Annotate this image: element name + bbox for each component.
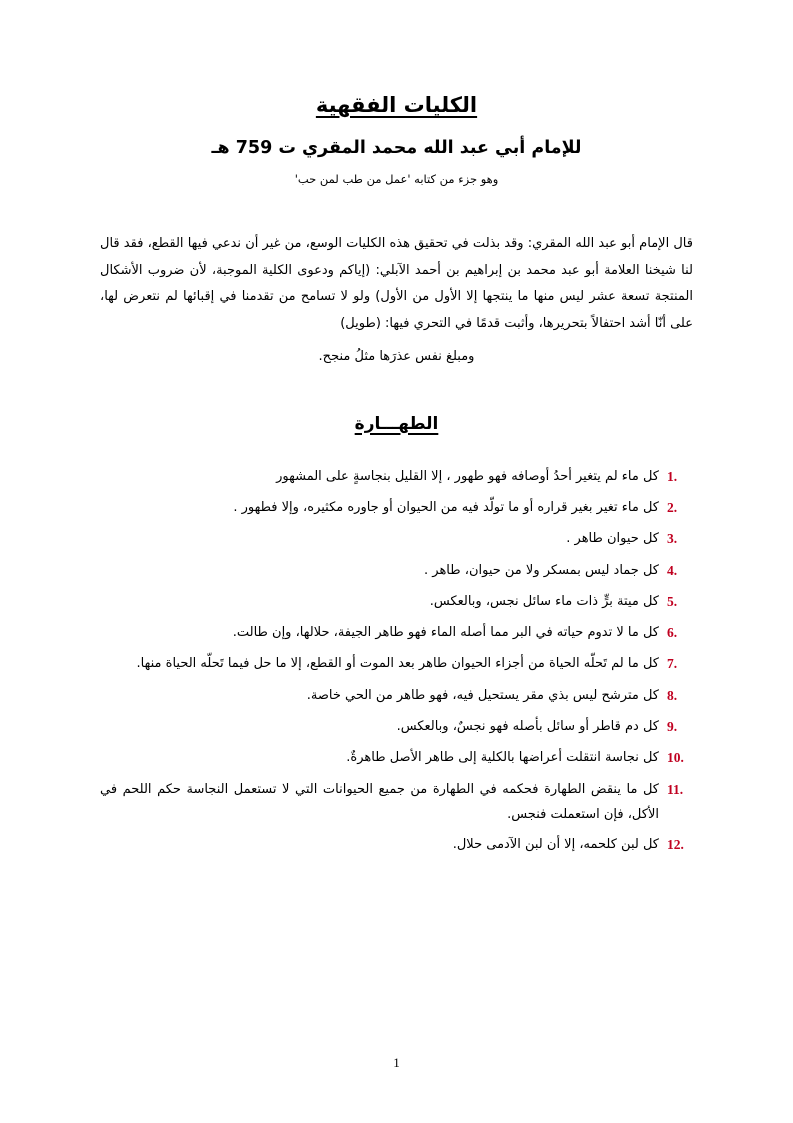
intro-verse: ومبلغ نفس عذرَها مثلُ منجح. bbox=[318, 348, 475, 364]
rule-item bbox=[100, 558, 693, 584]
rule-text: كل ما ينقض الطهارة فحكمه في الطهارة من جميع الحيوانات التي لا تستعمل النجاسة حكم اللحم في الأكل، فإن استعملت فنجس. bbox=[100, 781, 659, 823]
rule-item bbox=[100, 777, 693, 828]
page-number: 1 bbox=[393, 1055, 400, 1070]
rule-number: 1. bbox=[667, 468, 678, 484]
rule-item bbox=[100, 683, 693, 709]
rules-list bbox=[100, 464, 693, 859]
document-content bbox=[100, 92, 693, 864]
rule-item bbox=[100, 651, 693, 677]
rule-number: 4. bbox=[667, 562, 678, 578]
rule-text: كل نجاسة انتقلت أعراضها بالكلية إلى طاهر الأصل طاهرةٌ. bbox=[346, 750, 659, 766]
rule-text: كل حيوان طاهر . bbox=[566, 531, 659, 547]
rule-text: كل جماد ليس بمسكر ولا من حيوان، طاهر . bbox=[424, 562, 659, 578]
rule-text: كل مترشح ليس بذي مقر يستحيل فيه، فهو طاهر من الحي خاصة. bbox=[306, 687, 659, 703]
rule-number: 6. bbox=[667, 625, 678, 641]
intro-paragraph: قال الإمام أبو عبد الله المقري: وقد بذلت في تحقيق هذه الكليات الوسع، من غير أن ندعي فيها القطع، فقد قال لنا شيخنا العلامة أبو عبد محمد بن إبراهيم بن أحمد الآبلي: (إياكم ودعوى الكلية الموجبة، لأن ضروب الأشكال المنتجة تسعة عشر ليس منها ما ينتجها إلا الأول من الأول) ولو لا تسامح من تقدمنا في إقبائها لم نتعرض لها، على أنّا أشد احتفالاً بتحريرها، وأثبت قدمًا في التحري فيها: (طويل) bbox=[100, 236, 693, 331]
rule-number: 5. bbox=[667, 593, 678, 609]
rule-number: 12. bbox=[667, 837, 684, 853]
rule-item bbox=[100, 714, 693, 740]
document-subtitle: للإمام أبي عبد الله محمد المقري ت 759 هـ bbox=[211, 138, 582, 159]
document-source-note: وهو جزء من كتابه 'عمل من طب لمن حب' bbox=[294, 171, 499, 186]
rule-text: كل ما لم تَحلّه الحياة من أجزاء الحيوان طاهر بعد الموت أو القطع، إلا ما حل فيما تَحلّه الحياة منها. bbox=[136, 656, 659, 672]
rule-item bbox=[100, 589, 693, 615]
document-title bbox=[100, 92, 693, 119]
section-heading-text: الطهـــارة bbox=[354, 413, 439, 434]
rule-item bbox=[100, 464, 693, 490]
rule-item bbox=[100, 832, 693, 858]
rule-number: 3. bbox=[667, 531, 678, 547]
rule-number: 7. bbox=[667, 656, 678, 672]
rule-item bbox=[100, 526, 693, 552]
rule-text: كل لبن كلحمه، إلا أن لبن الآدمى حلال. bbox=[452, 837, 659, 853]
rule-text: كل ميتة برٍّ ذات ماء سائل نجس، وبالعكس. bbox=[429, 593, 659, 609]
rule-number: 9. bbox=[667, 719, 678, 735]
rule-item bbox=[100, 620, 693, 646]
rule-text: كل ماء لم يتغير أحدُ أوصافه فهو طهور ، إلا القليل بنجاسةٍ على المشهور bbox=[276, 468, 659, 484]
rule-text: كل ماء تغير بغير قراره أو ما تولّد فيه من الحيوان أو جاوره مكثيره، وإلا فطهور . bbox=[233, 499, 659, 515]
rule-text: كل دم قاطر أو سائل بأصله فهو نجسٌ، وبالعكس. bbox=[396, 719, 659, 735]
rule-item bbox=[100, 495, 693, 521]
rule-number: 8. bbox=[667, 687, 678, 703]
rule-number: 10. bbox=[667, 750, 684, 766]
rule-text: كل ما لا تدوم حياته في البر مما أصله الماء فهو طاهر الجيفة، حلالها، وإن طالت. bbox=[232, 625, 659, 641]
rule-number: 2. bbox=[667, 499, 678, 515]
document-title-text: الكليات الفقهية bbox=[315, 93, 478, 117]
section-heading bbox=[100, 414, 693, 434]
rule-item bbox=[100, 745, 693, 771]
rule-number: 11. bbox=[667, 781, 684, 797]
